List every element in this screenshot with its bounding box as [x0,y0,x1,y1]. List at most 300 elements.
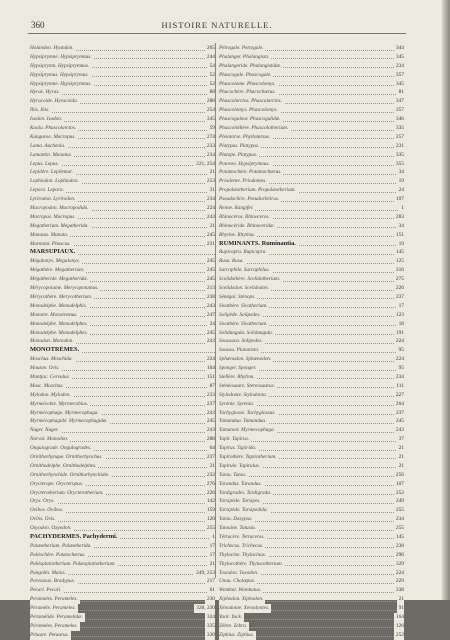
entry-name: Phacochère. Phacochœrus. [219,89,276,96]
entry-pages: 347 [395,98,404,105]
entry-name: Myrmécophage. Myrmecophaga. [30,409,99,416]
entry-name: Unau. Cholœpus. [219,578,256,585]
entry-pages: 21 [209,222,215,229]
entry-name: Phascolarctos. Phascolarctos. [219,98,282,105]
index-entry [30,515,215,524]
entry-pages: 249 [395,498,404,505]
index-entry [30,337,215,346]
entry-pages: 34 [398,169,404,176]
entry-pages: 252 [395,489,404,496]
index-entry [219,417,404,426]
index-entry [219,329,404,338]
entry-pages: 335 [206,622,215,629]
entry-name: Rhinocéros. Rhinoceros. [219,213,270,220]
index-entry [219,177,404,186]
entry-pages: 226 [206,489,215,496]
entry-pages: 233 [206,142,215,149]
entry-pages: 229 [395,578,404,585]
entry-name: Myrmécobie. Myrmecobius. [30,400,89,407]
entry-name: Rusa. Rusa. [219,258,244,265]
entry-name: Sivathère. Sivatherium. [219,302,268,309]
index-entry [219,471,404,480]
entry-name: Megatherium. Megatherida. [30,222,89,229]
entry-name: Ongulograde. Ongulogrades. [30,445,92,452]
entry-name: Lepidère. Lepilemur. [30,169,73,176]
entry-pages: 31 [209,187,215,194]
index-entry [219,80,404,89]
entry-name: Tachyglosse. Tachyglossus. [219,409,276,416]
entry-name: Mylodon. Mylodon. [30,391,71,398]
entry-pages: 245 [206,329,215,336]
entry-name: Marmota. Phascas. [30,240,71,247]
entry-name: Phalangeride. Phalangistidæ. [219,62,282,69]
leader-dots [219,618,404,620]
index-entry [30,613,215,622]
entry-name: Tarsipède. Tarsipes. [219,498,261,505]
index-entry [219,577,404,586]
entry-name: Solipède. Solipedes. [219,311,261,318]
index-entry [30,284,215,293]
entry-name: Ovins. Ovis. [30,516,56,523]
entry-pages: 164 [206,365,215,372]
entry-pages: 232 [206,471,215,478]
entry-pages: 21 [398,445,404,452]
index-entry [30,88,215,97]
entry-pages: 159 [206,507,215,514]
index-entry [219,551,404,560]
entry-pages: 296 [395,551,404,558]
entry-pages: 234 [206,151,215,158]
entry-pages: 335 [395,151,404,158]
entry-name: Pangolin. Manis. [30,569,66,576]
index-entry [30,168,215,177]
entry-name: Monotre. Monotremus. [30,311,78,318]
entry-pages: 34 [398,222,404,229]
entry-pages: 224 [395,569,404,576]
entry-pages: 95 [398,365,404,372]
index-entry [30,355,215,364]
index-entry [30,382,215,391]
entry-pages: 19 [398,178,404,185]
index-entry [219,489,404,498]
index-entry [219,560,404,569]
entry-name: Potamochère. Potamochœrus. [219,169,282,176]
index-entry [219,506,404,515]
entry-pages: 249, 253 [196,569,215,576]
index-section-heading [30,533,215,542]
entry-name: Phascolomys. Phascolomys. [219,107,278,114]
entry-pages: 237 [395,409,404,416]
entry-pages: 345 [206,116,215,123]
index-entry [30,115,215,124]
index-entry [219,97,404,106]
entry-pages: 107 [395,480,404,487]
index-entry [219,515,404,524]
index-entry [219,302,404,311]
index-entry [30,257,215,266]
entry-pages: 151 [206,373,215,380]
entry-pages: 256 [395,471,404,478]
index-entry [30,497,215,506]
entry-name: Syrénie. Syrenia. [219,400,255,407]
index-entry [219,613,404,622]
entry-pages: 81 [398,89,404,96]
index-entry [219,44,404,53]
entry-pages: 234 [395,62,404,69]
leader-dots [30,502,215,504]
entry-name: Muntjac. Cervulus. [30,373,70,380]
entry-name: Macropodon. Macropodida. [30,205,89,212]
entry-name: Lamantin. Manatus. [30,151,72,158]
index-entry [219,311,404,320]
entry-pages: 52 [209,80,215,87]
entry-pages: 1 [401,205,404,212]
entry-name: Pécari. Pecari. [30,587,62,594]
index-entry [219,533,404,542]
index-entry [30,231,215,240]
entry-pages: 237 [206,453,215,460]
entry-name: MONOTRÈMES. [30,346,80,354]
entry-name: Propalæotherium. Propalæotherium. [219,187,296,194]
entry-pages: 54 [209,62,215,69]
index-entry [219,88,404,97]
entry-pages: 221, 254 [196,160,215,167]
entry-name: Phascogaleur. Phascogalidæ. [219,116,281,123]
entry-pages: 213 [206,285,215,292]
leader-dots [30,111,215,113]
entry-name: Sténéosaure. Stereosaurus. [219,382,275,389]
entry-pages: 245 [206,276,215,283]
entry-name: Trichecus. Trichecus. [219,542,264,549]
index-entry [219,409,404,418]
entry-name: Tatou. Dasypus. [219,516,253,523]
index-section-heading [219,240,404,249]
index-entry [219,337,404,346]
index-entry [30,569,215,578]
entry-name: Toxodon. Toxodon. [219,569,259,576]
entry-pages: 234 [395,516,404,523]
entry-pages: 253 [206,178,215,185]
index-entry [30,444,215,453]
entry-pages: 17 [209,542,215,549]
entry-pages: 224 [206,205,215,212]
entry-pages: 243 [206,427,215,434]
entry-name: Xiphodon. Xiphodon. [219,596,264,603]
index-entry [219,391,404,400]
index-entry [30,391,215,400]
index-entry [219,382,404,391]
index-entry [219,569,404,578]
entry-name: Potoroo. Hypsiprymnus. [219,160,270,167]
entry-name: Tatou. Tatou. [219,471,247,478]
entry-pages: 145 [395,249,404,256]
entry-name: Ornithodelphe. Ornithodelphes. [30,462,97,469]
index-entry [219,248,404,257]
page-number: 360 [31,20,45,30]
entry-pages: 21 [398,453,404,460]
entry-name: Paléoplatiotherium. Palæoplatiotherium. [30,560,116,567]
entry-pages: 217 [206,578,215,585]
entry-pages: 316 [395,267,404,274]
entry-pages: 234 [395,373,404,380]
entry-pages: 344 [395,45,404,51]
entry-pages: 245 [206,267,215,274]
entry-name: Ziphius. Ziphius. [219,631,255,638]
entry-name: Hypsiprymus. Hypsiprymus. [30,71,89,78]
entry-pages: 288 [206,436,215,443]
entry-pages: 111 [396,382,404,389]
entry-pages: 252 [395,631,404,638]
entry-name: Myrmécophagidé. Myrmecophagidæ. [30,418,108,425]
entry-name: Tatouine. Tatusia. [219,525,256,532]
entry-name: Rhytine. Rhytina. [219,231,255,238]
entry-name: Hypsiprymn. Hypsiprymnus. [30,62,90,69]
entry-name: PACHYDERMES. Pachydermi. [30,532,118,540]
entry-name: Scelidothère. Scelidotherium. [219,276,281,283]
entry-name: Thylacine. Thylacinus. [219,551,267,558]
entry-pages: 357 [395,71,404,78]
entry-pages: 224 [395,338,404,345]
index-entry [30,160,215,169]
index-entry [219,231,404,240]
index-column-right [219,44,404,640]
entry-name: Hypsiprymne. Hypsiprymnus. [30,53,92,60]
entry-name: Wombat. Wombatus. [219,587,262,594]
entry-name: Pétaure. Petaurus. [30,631,69,638]
entry-name: Ornithorhynque. Ornithorhynchus. [30,453,103,460]
entry-name: Hyrax. Hyrax. [30,89,60,96]
index-entry [30,373,215,382]
index-entry [219,444,404,453]
entry-name: Phascolothère. Phascolotherium. [219,125,289,132]
index-entry [219,320,404,329]
index-entry [30,480,215,489]
entry-pages: 18 [398,320,404,327]
entry-name: Tapirothère. Tapirotherium. [219,453,277,460]
index-entry [30,560,215,569]
entry-pages: 64 [209,445,215,452]
entry-name: Rhinocéride. Rhinoceridæ. [219,222,275,229]
index-entry [30,400,215,409]
index-entry [30,329,215,338]
index-entry [219,373,404,382]
entry-name: Pérameles. Perameles. [30,622,78,629]
index-entry [30,631,215,640]
index-entry [219,62,404,71]
entry-pages: 145 [395,533,404,540]
entry-pages: 91 [398,605,404,612]
entry-pages: 243 [395,427,404,434]
index-entry [219,115,404,124]
entry-pages: 233 [206,391,215,398]
entry-name: Oryx. Oryx. [30,498,55,505]
index-entry [30,195,215,204]
entry-pages: 245 [395,418,404,425]
entry-name: Péramèle. Perameles. [30,605,76,612]
entry-name: Manatus. Manata. [30,231,69,238]
entry-pages: 191 [395,329,404,336]
entry-name: Platope. Platypus. [219,151,258,158]
entry-pages: 37 [398,436,404,443]
index-entry [30,44,215,53]
entry-name: Lepora. Lepora. [30,187,64,194]
index-entry [219,213,404,222]
entry-pages: 254 [206,107,215,114]
entry-name: Stylodonte. Stylodonta. [219,391,267,398]
entry-name: Isodon. Isodon. [30,116,63,123]
entry-pages: 21 [398,462,404,469]
index-entry [30,177,215,186]
entry-pages: 243 [206,302,215,309]
index-entry [30,311,215,320]
index-entry [30,106,215,115]
index-entry [30,275,215,284]
entry-pages: 164 [395,614,404,620]
entry-name: Stellère. Rhytina. [219,373,255,380]
index-entry [30,240,215,249]
page-edge-shadow [442,0,450,600]
entry-pages: 255 [206,525,215,532]
entry-name: Nager. Nager. [30,427,59,434]
entry-name: Tapirule. Tapirulus. [219,462,260,469]
index-entry [219,53,404,62]
entry-name: Yack. Yack. [219,614,243,620]
index-entry [219,142,404,151]
entry-pages: 275 [395,276,404,283]
entry-name: Palæotherium. Palæotherida. [30,542,92,549]
entry-pages: 61 [209,587,215,594]
index-entry [30,471,215,480]
entry-name: Orycterotherium. Orycterotherium. [30,489,104,496]
entry-name: Phalanger. Phalangista. [219,53,270,60]
entry-pages: 328, 330 [196,605,215,612]
entry-pages: 17 [398,302,404,309]
index-entry [219,524,404,533]
index-entry [219,106,404,115]
entry-name: Zèbre. Zebra. [219,622,248,629]
entry-name: Phascolome. Phascolomys. [219,80,276,87]
index-entry [30,506,215,515]
entry-name: Priodonte. Priodontes. [219,178,267,185]
index-entry [30,142,215,151]
index-entry [219,71,404,80]
entry-pages: 245 [206,258,215,265]
entry-name: Renne. Rangifer. [219,205,254,212]
index-entry [219,631,404,640]
entry-name: Mérycothère. Merycotherium. [30,293,93,300]
entry-name: Orycterope. Orycteropus. [30,480,84,487]
index-entry [30,577,215,586]
entry-name: MARSUPIAUX. [30,248,76,256]
index-entry [219,497,404,506]
index-entry [30,409,215,418]
entry-name: Thylacothère. Thylacotherium. [219,560,283,567]
entry-pages: 238 [206,293,215,300]
entry-pages: 231 [206,240,215,247]
entry-name: Oxyodon. Oxyodon. [30,525,72,532]
entry-pages: 335 [395,125,404,132]
index-entry [30,604,215,613]
index-entry [219,195,404,204]
entry-name: Tarsipède. Tarsipedida. [219,507,268,514]
index-entry [219,462,404,471]
entry-pages: 230 [206,596,215,603]
index-entry [30,222,215,231]
entry-pages: 95 [398,347,404,354]
entry-pages: 224 [395,356,404,363]
entry-pages: 357 [395,107,404,114]
index-entry [219,160,404,169]
index-entry [30,266,215,275]
entry-name: Narval. Monodon. [30,436,69,443]
entry-pages: 329 [395,560,404,567]
entry-pages: 288 [206,98,215,105]
entry-name: Sousou. Platanista. [219,347,260,354]
index-entry [30,551,215,560]
index-entry [30,542,215,551]
entry-pages: 21 [209,560,215,567]
index-entry [30,302,215,311]
entry-name: Péramélide. Peramelidæ. [30,614,83,620]
entry-pages: 257 [395,133,404,140]
index-entry [219,453,404,462]
index-entry [219,204,404,213]
entry-pages: 226 [395,285,404,292]
entry-name: Mérycopotame. Merycopotamus. [30,285,99,292]
entry-pages: 151 [395,231,404,238]
entry-name: Sphænodon. Sphænodon. [219,356,272,363]
index-entry [219,480,404,489]
entry-pages: 247 [206,311,215,318]
index-entry [219,151,404,160]
page-title: HISTOIRE NATURELLE. [161,20,273,30]
index-entry [219,604,404,613]
entry-name: Hyracoide. Hyracoida. [30,98,78,105]
entry-pages: 238 [395,542,404,549]
entry-name: Scelidodon. Scelidodon. [219,285,269,292]
header-rule [28,33,406,34]
entry-pages: 24 [398,187,404,194]
index-entry [30,320,215,329]
column-divider [215,43,216,578]
entry-pages: 87 [209,382,215,389]
entry-name: Mégalonyx. Megalonyx. [30,258,80,265]
index-entry [219,364,404,373]
entry-pages: 243 [206,213,215,220]
entry-name: Sarcophile. Sarcophilus. [219,267,270,274]
entry-name: Lepus. Lepus. [30,160,59,167]
entry-name: Ovibos. Ovibos. [30,507,64,514]
index-entry [30,71,215,80]
index-entry [219,168,404,177]
entry-name: Mouton. Ovis. [30,365,60,372]
entry-pages: 234 [206,196,215,203]
index-entry [30,53,215,62]
index-column-left [30,44,215,640]
entry-pages: 59 [209,125,215,132]
entry-pages: 283 [395,213,404,220]
index-entry [219,293,404,302]
entry-name: Sponger. Sponger. [219,365,257,372]
entry-pages: 244 [206,53,215,60]
index-entry [219,346,404,355]
index-entry [30,426,215,435]
index-entry [30,151,215,160]
entry-pages: 355 [395,160,404,167]
entry-pages: 19 [398,240,404,247]
entry-name: Tétracère. Tetraceros. [219,533,265,540]
entry-pages: 255 [395,525,404,532]
